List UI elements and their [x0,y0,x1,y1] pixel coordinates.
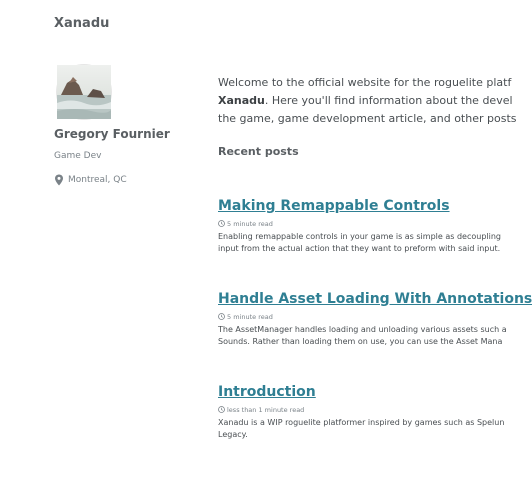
avatar-image [57,65,111,119]
clock-icon [218,220,225,227]
author-location-text: Montreal, QC [68,175,127,185]
post-meta [218,405,518,414]
author-avatar [56,64,112,120]
post-read-time: 5 minute read [227,312,273,321]
post-read-time: 5 minute read [227,219,273,228]
author-name: Gregory Fournier [54,127,170,141]
post-item [218,290,532,348]
post-excerpt [218,231,518,255]
intro-line-2 [218,92,518,110]
post-item [218,197,518,255]
clock-icon [218,406,225,413]
site-title-link[interactable]: Xanadu [54,16,110,31]
intro-game-name: Xanadu [218,94,265,107]
post-title-link[interactable]: Handle Asset Loading With Annotations [218,291,532,307]
post-excerpt-line: Enabling remappable controls in your game is as simple as decoupling [218,232,501,241]
author-bio: Game Dev [54,151,102,161]
post-title-link[interactable]: Introduction [218,384,316,400]
post-excerpt-line: input from the actual action that they want to preform with said input. [218,244,501,253]
post-meta [218,312,518,321]
post-item [218,383,518,441]
intro-line-3: the game, game development article, and other posts [218,112,517,125]
recent-posts-heading: Recent posts [218,145,299,158]
post-excerpt [218,417,518,441]
post-title-link[interactable]: Making Remappable Controls [218,198,450,214]
intro-text [218,74,518,128]
intro-line-2-rest: . Here you'll find information about the devel [264,94,513,107]
clock-icon [218,313,225,320]
post-meta [218,219,518,228]
post-excerpt-line: Xanadu is a WIP roguelite platformer inspired by games such as Spelun [218,418,505,427]
post-excerpt-line: Legacy. [218,430,248,439]
intro-line-1: Welcome to the official website for the roguelite platf [218,76,512,89]
post-excerpt-line: Sounds. Rather than loading them on use, you can use the Asset Mana [218,337,503,346]
post-read-time: less than 1 minute read [227,405,305,414]
post-excerpt-line: The AssetManager handles loading and unloading various assets such a [218,325,507,334]
author-location [54,174,127,186]
map-pin-icon [54,174,64,186]
post-excerpt [218,324,518,348]
